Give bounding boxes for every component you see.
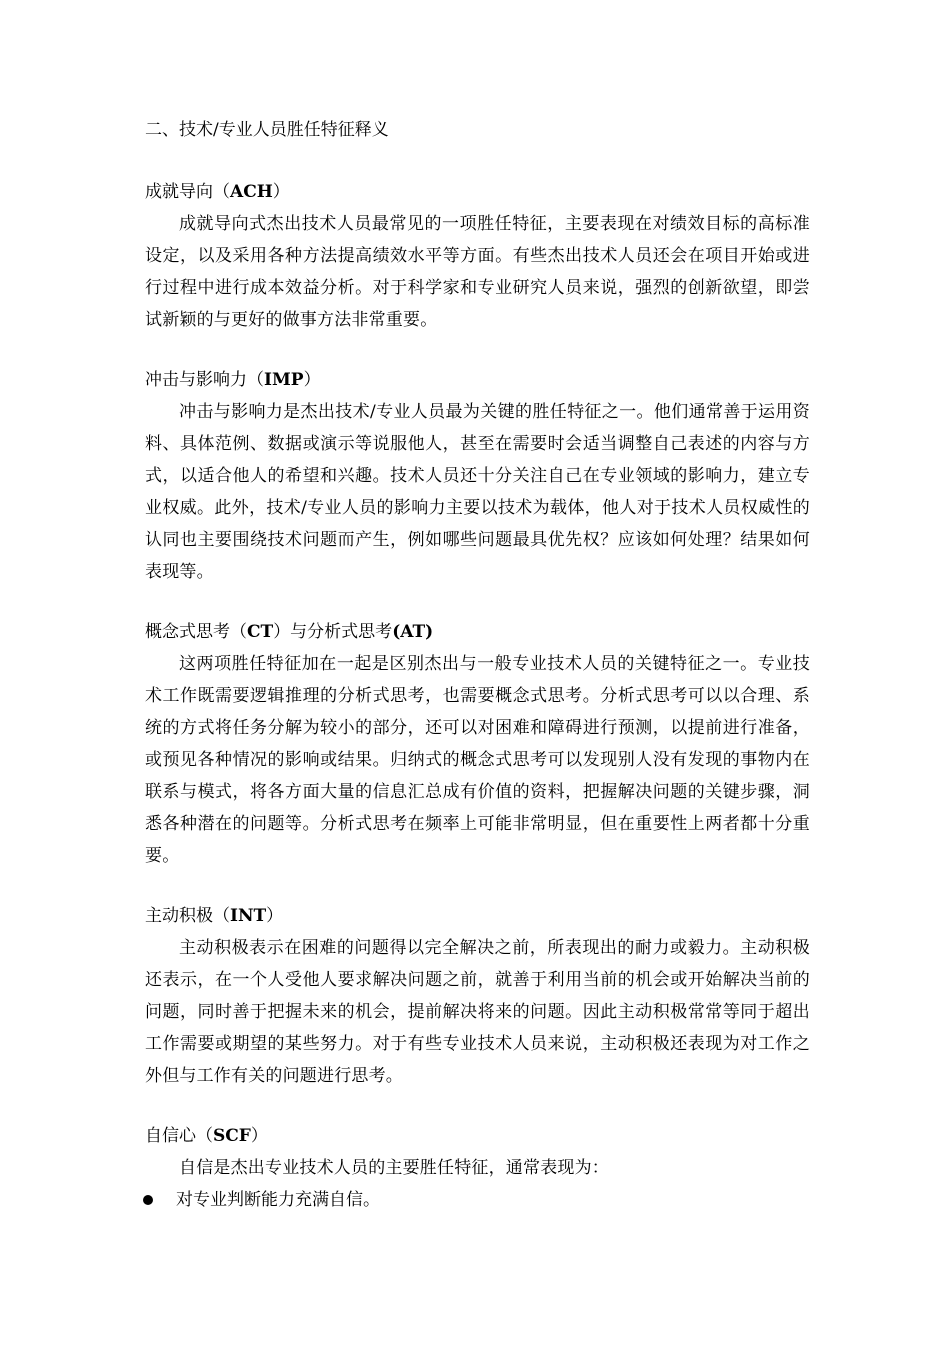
section-heading [145,616,810,648]
heading-text: 成就导向（ [145,182,230,202]
list-item [143,1184,810,1216]
section-heading [145,1120,810,1152]
section-heading [145,176,810,208]
heading-close: ） [250,1126,268,1146]
section-thinking [145,616,810,872]
heading-close: ） [272,182,290,202]
paragraph: 成就导向式杰出技术人员最常见的一项胜任特征，主要表现在对绩效目标的高标准设定，以及采用各种方法提高绩效水平等方面。有些杰出技术人员还会在项目开始或进行过程中进行成本效益分析。对于科学家和专业研究人员来说，强烈的创新欲望，即尝试新颖的与更好的做事方法非常重要。 [145,214,810,330]
section-achievement [145,176,810,336]
heading-text: 主动积极（ [145,906,230,926]
heading-text: 冲击与影响力（ [145,370,264,390]
heading-close: ）与分析式思考 [273,622,393,642]
document-title: 二、技术/专业人员胜任特征释义 [145,120,389,140]
bullet-list [145,1184,810,1216]
heading-code: ACH [230,182,273,202]
section-impact [145,364,810,588]
paragraph: 这两项胜任特征加在一起是区别杰出与一般专业技术人员的关键特征之一。专业技术工作既需要逻辑推理的分析式思考，也需要概念式思考。分析式思考可以以合理、系统的方式将任务分解为较小的部分，还可以对困难和障碍进行预测，以提前进行准备，或预见各种情况的影响或结果。归纳式的概念式思考可以发现别人没有发现的事物内在联系与模式，将各方面大量的信息汇总成有价值的资料，把握解决问题的关键步骤，洞悉各种潜在的问题等。分析式思考在频率上可能非常明显，但在重要性上两者都十分重要。 [145,654,810,866]
heading-close: ） [266,906,284,926]
section-initiative [145,900,810,1092]
section-heading [145,900,810,932]
heading-text: 自信心（ [145,1126,213,1146]
document-page [145,112,810,1244]
bullet-dot-icon [143,1195,153,1205]
heading-close: ） [303,370,321,390]
paragraph: 自信是杰出专业技术人员的主要胜任特征，通常表现为： [179,1158,609,1178]
heading-code: INT [230,906,267,926]
heading-text: 概念式思考（ [145,622,247,642]
heading-code: IMP [264,370,304,390]
list-item-text: 对专业判断能力充满自信。 [176,1190,380,1210]
section-heading [145,364,810,396]
heading-code-2: (AT) [392,622,434,642]
paragraph: 主动积极表示在困难的问题得以完全解决之前，所表现出的耐力或毅力。主动积极还表示，在一个人受他人要求解决问题之前，就善于利用当前的机会或开始解决当前的问题，同时善于把握未来的机会，提前解决将来的问题。因此主动积极常常等同于超出工作需要或期望的某些努力。对于有些专业技术人员来说，主动积极还表现为对工作之外但与工作有关的问题进行思考。 [145,938,810,1086]
heading-code: CT [247,622,274,642]
heading-code: SCF [213,1126,251,1146]
paragraph: 冲击与影响力是杰出技术/专业人员最为关键的胜任特征之一。他们通常善于运用资料、具体范例、数据或演示等说服他人，甚至在需要时会适当调整自己表述的内容与方式，以适合他人的希望和兴趣。技术人员还十分关注自己在专业领域的影响力，建立专业权威。此外，技术/专业人员的影响力主要以技术为载体，他人对于技术人员权威性的认同也主要围绕技术问题而产生，例如哪些问题最具优先权？应该如何处理？结果如何表现等。 [145,402,810,582]
section-self-confidence [145,1120,810,1216]
